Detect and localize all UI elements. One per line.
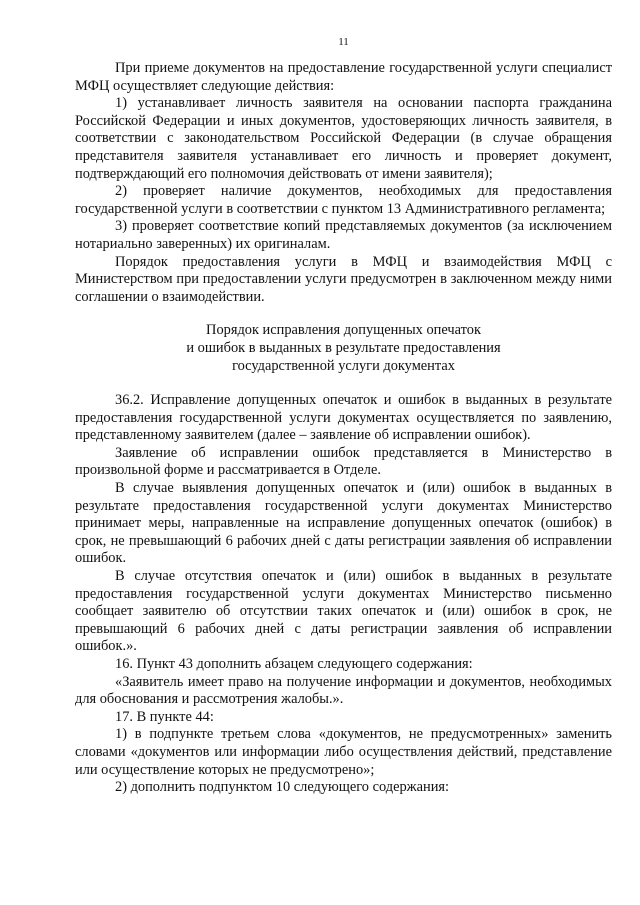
paragraph-errors-found: В случае выявления допущенных опечаток и (или) ошибок в выданных в результате предоставления государственной услуги документах Министерство принимает меры, направленные на исправление допущенных опечаток (ошибок) в срок, не превышающий 6 рабочих дней с даты регистрации заявления об исправлении ошибок. bbox=[75, 480, 612, 567]
paragraph-mfc-actions-intro: При приеме документов на предоставление государственной услуги специалист МФЦ осуществляет следующие действия: bbox=[75, 60, 612, 94]
paragraph-item-16: 16. Пункт 43 дополнить абзацем следующего содержания: bbox=[115, 656, 473, 672]
heading-line: и ошибок в выданных в результате предоставления bbox=[186, 339, 501, 356]
heading-line: государственной услуги документах bbox=[232, 357, 455, 374]
heading-line: Порядок исправления допущенных опечаток bbox=[206, 322, 481, 339]
section-heading bbox=[75, 322, 612, 375]
paragraph-mfc-agreement: Порядок предоставления услуги в МФЦ и взаимодействия МФЦ с Министерством при предоставлении услуги предусмотрен в заключенном между ними соглашении о взаимодействии. bbox=[75, 253, 612, 305]
paragraph-item-2-documents: 2) проверяет наличие документов, необходимых для предоставления государственной услуги в соответствии с пунктом 13 Административного регламента; bbox=[75, 183, 612, 217]
paragraph-subitem-2: 2) дополнить подпунктом 10 следующего содержания: bbox=[115, 779, 450, 796]
document-page bbox=[75, 36, 612, 797]
paragraph-36-2: 36.2. Исправление допущенных опечаток и ошибок в выданных в результате предоставления государственной услуги документах осуществляется по заявлению, представленному заявителем (далее – заявление об исправлении ошибок). bbox=[75, 392, 612, 444]
paragraph-item-3-copies: 3) проверяет соответствие копий представляемых документов (за исключением нотариально заверенных) их оригиналам. bbox=[75, 218, 612, 252]
paragraph-errors-absent: В случае отсутствия опечаток и (или) ошибок в выданных в результате предоставления государственной услуги документах Министерство письменно сообщает заявителю об отсутствии таких опечаток и (или) ошибок в срок, не превышающий 6 рабочих дней с даты регистрации заявления об исправлении ошибок.». bbox=[75, 568, 612, 655]
paragraph-item-17: 17. В пункте 44: bbox=[115, 708, 214, 725]
paragraph-application-submission: Заявление об исправлении ошибок представляется в Министерство в произвольной форме и рассматривается в Отделе. bbox=[75, 444, 612, 479]
page-number: 11 bbox=[338, 36, 349, 48]
paragraph-item-1-identity: 1) устанавливает личность заявителя на основании паспорта гражданина Российской Федерации и иных документов, удостоверяющих личность заявителя, в соответствии с законодательством Российской Федерации (в случае обращения представителя заявителя устанавливает его личность и проверяет документ, подтверждающий его полномочия действовать от имени заявителя); bbox=[75, 95, 612, 182]
paragraph-complaint-right: «Заявитель имеет право на получение информации и документов, необходимых для обоснования и рассмотрения жалобы.». bbox=[75, 673, 612, 708]
paragraph-subitem-1: 1) в подпункте третьем слова «документов, не предусмотренных» заменить словами «документов или информации либо осуществления действий, представление или осуществление которых не предусмотрено»; bbox=[75, 726, 612, 778]
